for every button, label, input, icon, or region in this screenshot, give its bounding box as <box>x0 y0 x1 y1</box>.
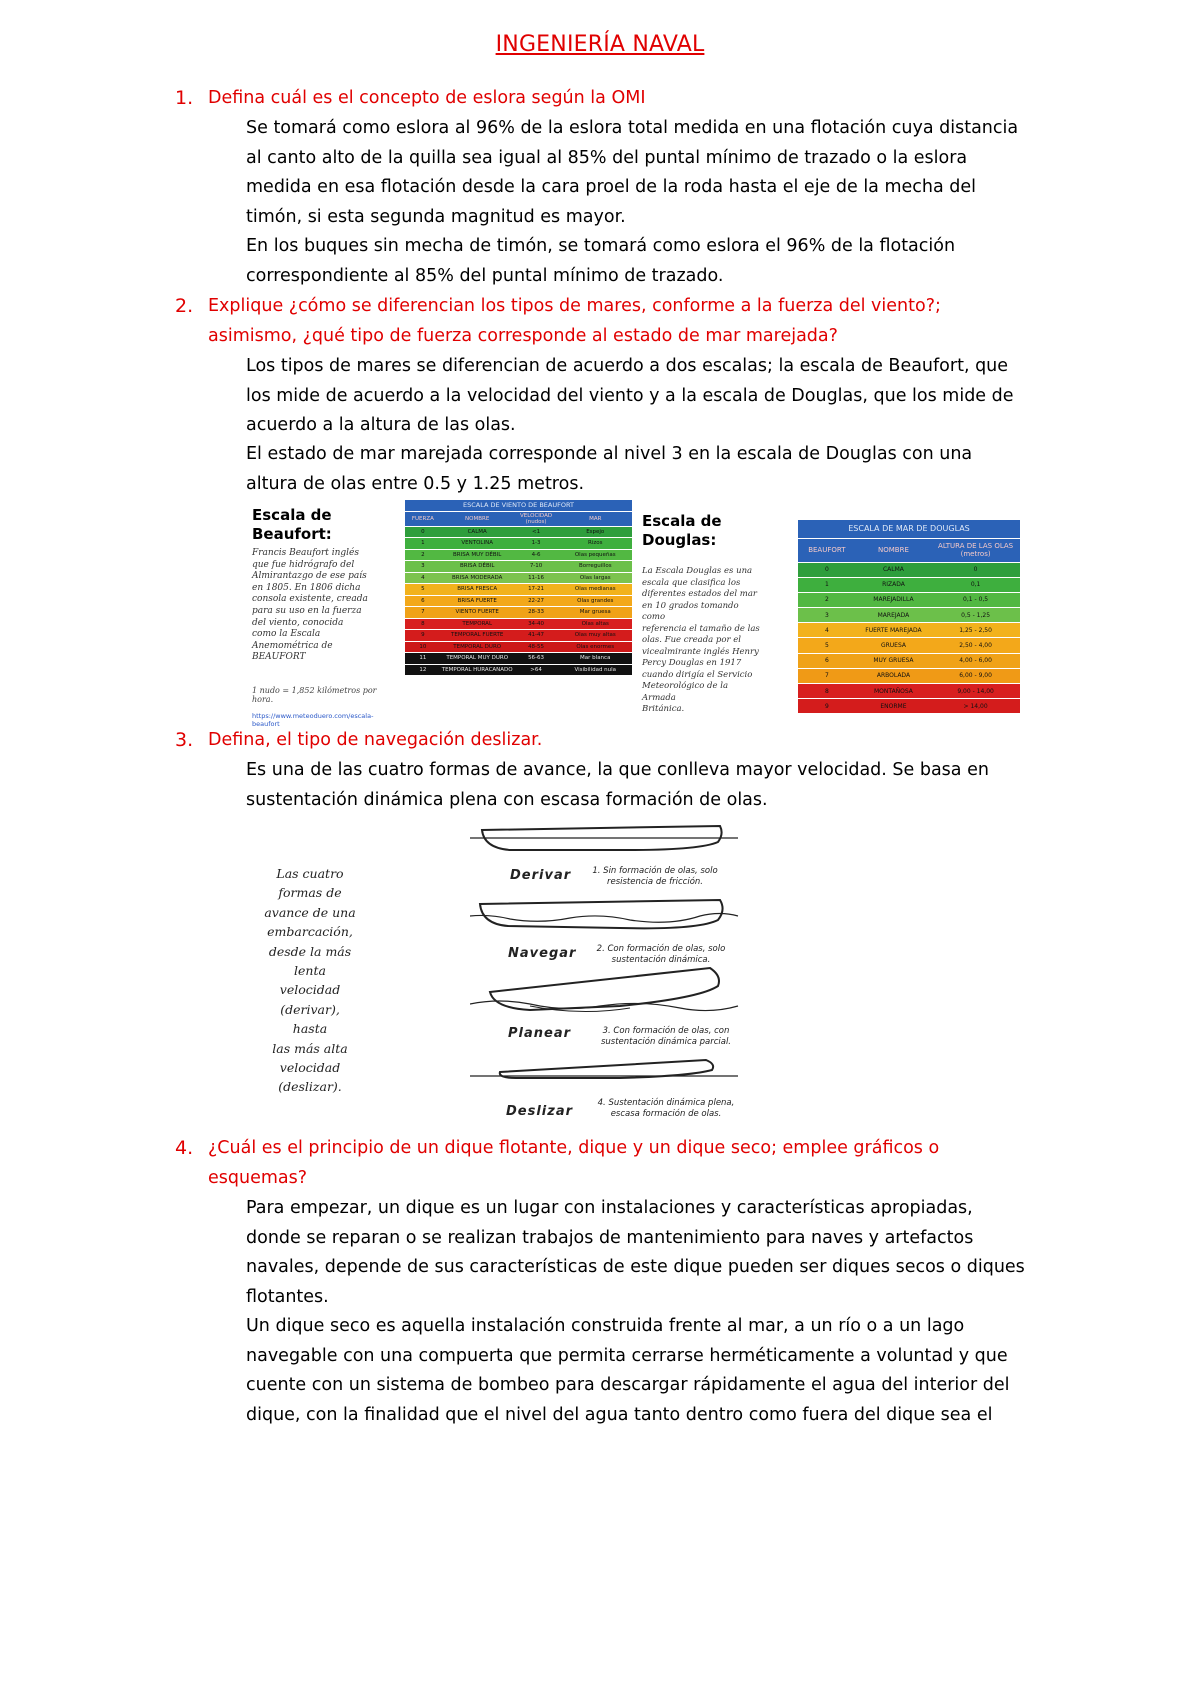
douglas-height: 0 <box>931 562 1020 577</box>
beaufort-row <box>405 549 632 561</box>
desc-line: 2. Con formación de olas, solo <box>596 944 726 954</box>
hull-deslizar-icon <box>470 1060 738 1078</box>
question-number: 3. <box>175 729 194 751</box>
douglas-header: BEAUFORT <box>798 538 856 562</box>
douglas-name: MONTAÑOSA <box>856 684 931 699</box>
text-line: navales, depende de sus características de este dique pueden ser diques secos o diques <box>246 1257 1025 1277</box>
douglas-row <box>798 668 1020 683</box>
question-number: 2. <box>175 295 194 317</box>
douglas-row <box>798 699 1020 714</box>
beaufort-name: TEMPORAL <box>441 618 514 630</box>
douglas-header: ALTURA DE LAS OLAS (metros) <box>931 538 1020 562</box>
beaufort-row <box>405 526 632 538</box>
beaufort-speed: 48-55 <box>514 641 559 653</box>
text-line: que fue hidrógrafo del <box>252 559 355 570</box>
douglas-height: 9,00 - 14,00 <box>931 684 1020 699</box>
text-line: medida en esa flotación desde la cara proel de la roda hasta el eje de la mecha del <box>246 177 977 197</box>
desc-line: 3. Con formación de olas, con <box>602 1026 730 1036</box>
beaufort-force: 9 <box>405 630 441 642</box>
text-line: velocidad <box>279 1060 341 1076</box>
text-line: cuente con un sistema de bombeo para descargar rápidamente el agua del interior del <box>246 1375 1010 1395</box>
text-line: vicealmirante inglés Henry <box>642 646 759 657</box>
text-line: desde la más <box>268 943 352 959</box>
beaufort-row <box>405 653 632 665</box>
text-line: En los buques sin mecha de timón, se tomará como eslora el 96% de la flotación <box>246 236 956 256</box>
beaufort-sea: Rizos <box>559 538 633 550</box>
mode-desc-planear <box>586 1026 746 1048</box>
douglas-beaufort: 1 <box>798 577 856 592</box>
beaufort-name: TEMPORAL DURO <box>441 641 514 653</box>
text-line: del viento, conocida <box>252 617 344 628</box>
beaufort-speed: <1 <box>514 526 559 538</box>
douglas-name: ARBOLADA <box>856 668 931 683</box>
beaufort-row <box>405 641 632 653</box>
beaufort-sea: Borreguillos <box>559 561 633 573</box>
desc-line: 4. Sustentación dinámica plena, <box>597 1098 735 1108</box>
beaufort-force: 11 <box>405 653 441 665</box>
text-line: olas. Fue creada por el <box>642 635 741 645</box>
question-text-line: ¿Cuál es el principio de un dique flotante, dique y un dique seco; emplee gráficos o <box>208 1138 940 1158</box>
boat-figure-caption <box>262 864 358 1097</box>
douglas-height: 0,1 <box>931 577 1020 592</box>
answer-2-paragraph-1 <box>246 352 1066 441</box>
beaufort-name: TEMPORAL MUY DURO <box>441 653 514 665</box>
beaufort-sea: Olas pequeñas <box>559 549 633 561</box>
beaufort-sea: Visibilidad nula <box>559 664 633 676</box>
douglas-row <box>798 562 1020 577</box>
desc-line: 1. Sin formación de olas, solo <box>592 866 718 876</box>
douglas-name: CALMA <box>856 562 931 577</box>
text-line: Almirantazgo de ese país <box>252 571 367 582</box>
text-line: La Escala Douglas es una <box>642 566 753 576</box>
desc-line: escasa formación de olas. <box>610 1109 722 1119</box>
question-text-line: Explique ¿cómo se diferencian los tipos de mares, conforme a la fuerza del viento?; <box>208 296 941 316</box>
beaufort-row <box>405 664 632 676</box>
beaufort-row <box>405 595 632 607</box>
mode-name-planear: Planear <box>508 1026 572 1041</box>
document-title: INGENIERÍA NAVAL <box>495 32 705 57</box>
beaufort-table-title: ESCALA DE VIENTO DE BEAUFORT <box>405 500 632 511</box>
text-line: donde se reparan o se realizan trabajos de mantenimiento para naves y artefactos <box>246 1227 974 1248</box>
beaufort-force: 2 <box>405 549 441 561</box>
text-line: Anemométrica de <box>252 640 333 651</box>
douglas-row <box>798 577 1020 592</box>
beaufort-speed: 22-27 <box>514 595 559 607</box>
douglas-height: 0,5 - 1,25 <box>931 608 1020 623</box>
question-number: 4. <box>175 1137 194 1159</box>
beaufort-name: BRISA DÉBIL <box>441 561 514 573</box>
beaufort-name: VENTOLINA <box>441 538 514 550</box>
text-line: formas de <box>278 885 342 901</box>
douglas-beaufort: 5 <box>798 638 856 653</box>
douglas-height: 2,50 - 4,00 <box>931 638 1020 653</box>
mode-desc-deslizar <box>586 1098 746 1120</box>
beaufort-label <box>252 506 332 544</box>
text-line: timón, si esta segunda magnitud es mayor. <box>246 206 626 227</box>
answer-3-paragraph-1 <box>246 756 1066 815</box>
mode-desc-derivar <box>580 866 730 888</box>
text-line: navegable con una compuerta que permita cerrarse herméticamente a voluntad y que <box>246 1345 1008 1366</box>
text-line: (deslizar). <box>278 1079 342 1095</box>
label-line: Beaufort: <box>252 525 332 543</box>
question-text-line: esquemas? <box>208 1167 308 1188</box>
douglas-row <box>798 638 1020 653</box>
text-line: Meteorológico de la Armada <box>642 681 729 703</box>
beaufort-speed: 34-40 <box>514 618 559 630</box>
text-line: para su uso en la fuerza <box>252 605 362 616</box>
beaufort-sea: Olas grandes <box>559 595 633 607</box>
answer-4-paragraph-2 <box>246 1312 1066 1430</box>
desc-line: sustentación dinámica parcial. <box>600 1037 732 1047</box>
beaufort-speed: 11-16 <box>514 572 559 584</box>
douglas-row <box>798 653 1020 668</box>
douglas-name: MAREJADA <box>856 608 931 623</box>
beaufort-force: 8 <box>405 618 441 630</box>
hull-planear-icon <box>470 968 738 1012</box>
douglas-name: FUERTE MAREJADA <box>856 623 931 638</box>
hull-derivar-icon <box>470 826 738 850</box>
mode-name-derivar: Derivar <box>510 868 572 883</box>
text-line: (derivar), hasta <box>280 1001 340 1037</box>
text-line: flotantes. <box>246 1286 329 1307</box>
beaufort-speed: 1-3 <box>514 538 559 550</box>
text-line: referencia el tamaño de las <box>642 623 760 634</box>
beaufort-row <box>405 561 632 573</box>
beaufort-name: BRISA MODERADA <box>441 572 514 584</box>
text-line: lenta velocidad <box>279 963 341 998</box>
douglas-height: 4,00 - 6,00 <box>931 653 1020 668</box>
douglas-note <box>642 566 764 716</box>
beaufort-header: FUERZA <box>405 511 441 526</box>
douglas-beaufort: 8 <box>798 684 856 699</box>
beaufort-name: BRISA FRESCA <box>441 584 514 596</box>
beaufort-force: 6 <box>405 595 441 607</box>
beaufort-sea: Olas enormes <box>559 641 633 653</box>
question-4 <box>175 1134 1048 1193</box>
beaufort-sea: Olas muy altas <box>559 630 633 642</box>
beaufort-speed: 17-21 <box>514 584 559 596</box>
beaufort-row <box>405 584 632 596</box>
beaufort-row <box>405 572 632 584</box>
hull-navegar-icon <box>470 900 738 928</box>
text-line: cuando dirigía el Servicio <box>642 669 753 680</box>
beaufort-row <box>405 538 632 550</box>
beaufort-row <box>405 630 632 642</box>
answer-2-paragraph-2 <box>246 440 1066 499</box>
text-line: Británica. <box>642 704 685 714</box>
beaufort-force: 7 <box>405 607 441 619</box>
desc-line: sustentación dinámica. <box>611 955 711 965</box>
douglas-height: 1,25 - 2,50 <box>931 623 1020 638</box>
mode-name-deslizar: Deslizar <box>506 1104 574 1119</box>
beaufort-knot-note: 1 nudo = 1,852 kilómetros por hora. <box>252 686 377 704</box>
douglas-table <box>798 520 1020 714</box>
douglas-height: 0,1 - 0,5 <box>931 592 1020 607</box>
beaufort-force: 5 <box>405 584 441 596</box>
beaufort-table <box>405 500 632 676</box>
beaufort-force: 3 <box>405 561 441 573</box>
text-line: escala que clasifica los <box>642 577 741 588</box>
douglas-label <box>642 512 722 550</box>
douglas-height: > 14,00 <box>931 699 1020 714</box>
douglas-height: 6,00 - 9,00 <box>931 668 1020 683</box>
beaufort-name: TEMPORAL FUERTE <box>441 630 514 642</box>
beaufort-force: 12 <box>405 664 441 676</box>
beaufort-force: 10 <box>405 641 441 653</box>
mode-desc-navegar <box>586 944 736 966</box>
text-line: Percy Douglas en 1917 <box>642 658 742 668</box>
beaufort-note <box>252 548 372 664</box>
douglas-beaufort: 3 <box>798 608 856 623</box>
beaufort-name: BRISA FUERTE <box>441 595 514 607</box>
douglas-row <box>798 592 1020 607</box>
label-line: Escala de <box>642 512 722 530</box>
question-2 <box>175 292 1048 351</box>
text-line: Para empezar, un dique es un lugar con instalaciones y características apropiadas, <box>246 1198 973 1218</box>
douglas-beaufort: 7 <box>798 668 856 683</box>
douglas-name: MAREJADILLA <box>856 592 931 607</box>
beaufort-speed: 7-10 <box>514 561 559 573</box>
text-line: Francis Beaufort inglés <box>252 548 359 558</box>
text-line: correspondiente al 85% del puntal mínimo de trazado. <box>246 265 724 286</box>
beaufort-force: 0 <box>405 526 441 538</box>
beaufort-speed: 56-63 <box>514 653 559 665</box>
answer-1-paragraph-1 <box>246 114 1066 232</box>
text-line: Los tipos de mares se diferencian de acuerdo a dos escalas; la escala de Beaufort, que <box>246 356 1009 376</box>
beaufort-name: TEMPORAL HURACANADO <box>441 664 514 676</box>
text-line: dique, con la finalidad que el nivel del agua tanto dentro como fuera del dique sea el <box>246 1404 993 1425</box>
text-line: sustentación dinámica plena con escasa formación de olas. <box>246 789 768 810</box>
text-line: embarcación, <box>267 924 353 940</box>
text-line: los mide de acuerdo a la velocidad del viento y a la escala de Douglas, que los mide de <box>246 385 1014 406</box>
question-text: Defina cuál es el concepto de eslora según la OMI <box>208 88 646 108</box>
douglas-name: GRUESA <box>856 638 931 653</box>
question-text-line: asimismo, ¿qué tipo de fuerza corresponde al estado de mar marejada? <box>208 325 838 346</box>
douglas-row <box>798 608 1020 623</box>
text-line: BEAUFORT <box>252 652 306 663</box>
text-line: avance de una <box>264 904 356 920</box>
beaufort-speed: 28-33 <box>514 607 559 619</box>
beaufort-header: VELOCIDAD (nudos) <box>514 511 559 526</box>
douglas-beaufort: 2 <box>798 592 856 607</box>
douglas-name: MUY GRUESA <box>856 653 931 668</box>
boat-hull-illustrations <box>470 820 740 1120</box>
douglas-table-title: ESCALA DE MAR DE DOUGLAS <box>798 520 1020 538</box>
text-line: Un dique seco es aquella instalación construida frente al mar, a un río o a un lago <box>246 1316 965 1336</box>
douglas-beaufort: 4 <box>798 623 856 638</box>
beaufort-row <box>405 607 632 619</box>
beaufort-sea: Mar blanca <box>559 653 633 665</box>
question-1 <box>175 84 1048 114</box>
text-line: en 1805. En 1806 dicha <box>252 582 361 593</box>
beaufort-speed: 4-6 <box>514 549 559 561</box>
douglas-header: NOMBRE <box>856 538 931 562</box>
text-line: El estado de mar marejada corresponde al nivel 3 en la escala de Douglas con una <box>246 444 973 464</box>
beaufort-name: CALMA <box>441 526 514 538</box>
beaufort-source-link[interactable]: https://www.meteoduero.com/escala-beaufort <box>252 712 374 728</box>
question-number: 1. <box>175 87 194 109</box>
beaufort-sea: Olas medianas <box>559 584 633 596</box>
desc-line: resistencia de fricción. <box>606 877 703 887</box>
beaufort-speed: 41-47 <box>514 630 559 642</box>
text-line: como la Escala <box>252 629 321 640</box>
douglas-row <box>798 684 1020 699</box>
douglas-name: ENORME <box>856 699 931 714</box>
text-line: Es una de las cuatro formas de avance, la que conlleva mayor velocidad. Se basa en <box>246 760 989 780</box>
beaufort-force: 1 <box>405 538 441 550</box>
beaufort-speed: >64 <box>514 664 559 676</box>
text-line: en 10 grados tomando como <box>642 600 739 622</box>
label-line: Escala de <box>252 506 332 524</box>
douglas-row <box>798 623 1020 638</box>
label-line: Douglas: <box>642 531 717 549</box>
beaufort-sea: Mar gruesa <box>559 607 633 619</box>
text-line: diferentes estados del mar <box>642 589 757 599</box>
douglas-beaufort: 6 <box>798 653 856 668</box>
text-line: altura de olas entre 0.5 y 1.25 metros. <box>246 473 585 494</box>
text-line: al canto alto de la quilla sea igual al 85% del puntal mínimo de trazado o la eslora <box>246 147 968 168</box>
answer-1-paragraph-2 <box>246 232 1066 291</box>
beaufort-sea: Olas altas <box>559 618 633 630</box>
beaufort-sea: Espejo <box>559 526 633 538</box>
mode-name-navegar: Navegar <box>508 946 577 961</box>
text-line: Se tomará como eslora al 96% de la eslora total medida en una flotación cuya distancia <box>246 118 1019 138</box>
douglas-beaufort: 9 <box>798 699 856 714</box>
beaufort-force: 4 <box>405 572 441 584</box>
beaufort-header: NOMBRE <box>441 511 514 526</box>
douglas-name: RIZADA <box>856 577 931 592</box>
text-line: acuerdo a la altura de las olas. <box>246 415 516 435</box>
text-line: las más alta <box>272 1040 348 1056</box>
text-line: Las cuatro <box>276 866 344 881</box>
beaufort-name: VIENTO FUERTE <box>441 607 514 619</box>
answer-4-paragraph-1 <box>246 1194 1066 1312</box>
beaufort-row <box>405 618 632 630</box>
beaufort-name: BRISA MUY DÉBIL <box>441 549 514 561</box>
question-text: Defina, el tipo de navegación deslizar. <box>208 730 543 750</box>
beaufort-sea: Olas largas <box>559 572 633 584</box>
douglas-beaufort: 0 <box>798 562 856 577</box>
beaufort-header: MAR <box>559 511 633 526</box>
text-line: consola existente, creada <box>252 594 368 605</box>
question-3 <box>175 726 1048 756</box>
